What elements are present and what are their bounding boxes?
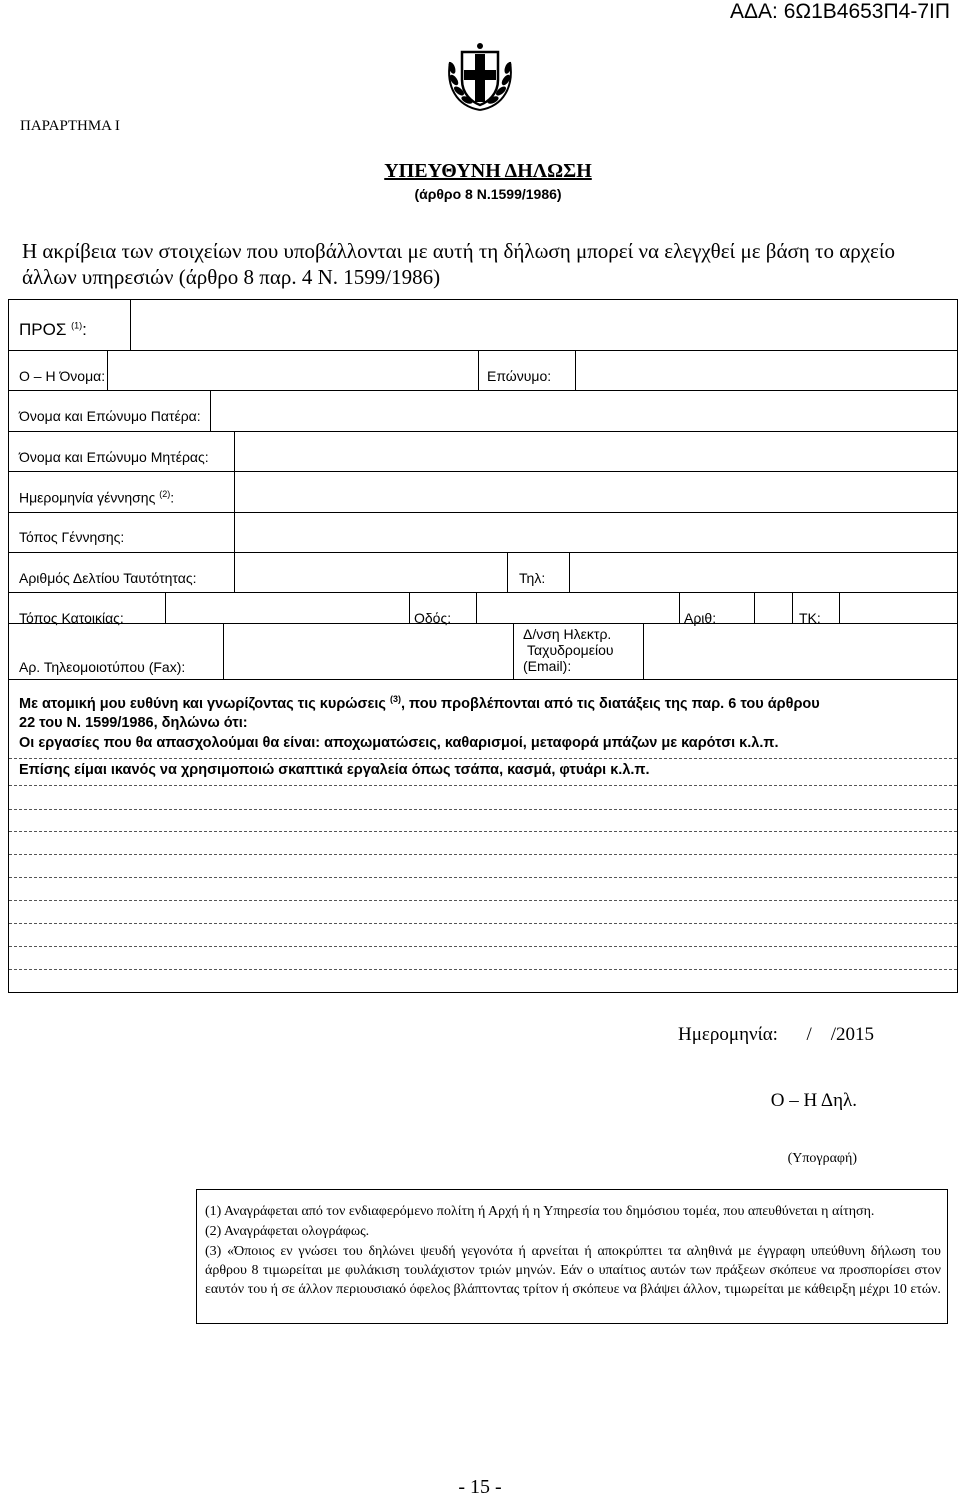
father-name-label: Όνομα και Επώνυμο Πατέρα: — [19, 408, 201, 424]
greek-coat-of-arms-icon — [442, 40, 518, 116]
footnotes-box — [196, 1189, 948, 1324]
fax-label: Αρ. Τηλεομοιοτύπου (Fax): — [19, 659, 186, 675]
footnote-1: (1) Αναγράφεται από τον ενδιαφερόμενο πολίτη ή Αρχή ή η Υπηρεσία του δημόσιου τομέα, που απευθύνεται η αίτηση. — [205, 1204, 875, 1219]
page-subtitle: (άρθρο 8 Ν.1599/1986) — [414, 186, 562, 202]
email-label: Δ/νση Ηλεκτρ. Ταχυδρομείου (Email): — [523, 626, 614, 674]
residence-label: Τόπος Κατοικίας: — [19, 610, 124, 626]
declaration-form — [8, 299, 958, 993]
page-number: - 15 - — [458, 1476, 502, 1498]
footnote-2: (2) Αναγράφεται ολογράφως. — [205, 1224, 370, 1239]
annex-label: ΠΑΡΑΡΤΗΜΑ Ι — [20, 118, 120, 134]
declaration-line-4: Επίσης είμαι ικανός να χρησιμοποιώ σκαπτικά εργαλεία όπως τσάπα, κασμά, φτυάρι κ.λ.π. — [19, 762, 650, 778]
number-label: Αριθ: — [684, 610, 717, 626]
ada-code: ΑΔΑ: 6Ω1Β4653Π4-7ΙΠ — [729, 0, 950, 23]
birthdate-label: Ημερομηνία γέννησης $^{(2)}$: — [19, 489, 175, 506]
page-title: ΥΠΕΥΘΥΝΗ ΔΗΛΩΣΗ — [384, 160, 592, 182]
phone-label: Τηλ: — [519, 570, 546, 586]
signature-label: (Υπογραφή) — [787, 1151, 857, 1166]
id-number-label: Αριθμός Δελτίου Ταυτότητας: — [19, 570, 197, 586]
surname-label: Επώνυμο: — [487, 368, 552, 384]
declarant-label: Ο – Η Δηλ. — [770, 1090, 857, 1111]
name-label: Ο – Η Όνομα: — [19, 368, 106, 384]
date-field: Ημερομηνία: / /2015 — [678, 1024, 874, 1045]
birthplace-label: Τόπος Γέννησης: — [19, 529, 125, 545]
postcode-label: ΤΚ: — [799, 610, 821, 626]
street-label: Οδός: — [414, 610, 452, 626]
to-label: ΠΡΟΣ $^{(1)}$: — [19, 320, 87, 339]
intro-text: Η ακρίβεια των στοιχείων που υποβάλλονται με αυτή τη δήλωση μπορεί να ελεγχθεί με βάση το αρχείο άλλων υπηρεσιών (άρθρο 8 παρ. 4 Ν. 1599/1986) — [22, 239, 895, 289]
declaration-line-1: Με ατομική μου ευθύνη και γνωρίζοντας τις κυρώσεις $^{(3)}$, που προβλέπονται από τις διατάξεις της παρ. 6 του άρθρου — [19, 694, 820, 712]
footnote-3: (3) «Όποιος εν γνώσει του δηλώνει ψευδή γεγονότα ή αρνείται ή αποκρύπτει τα αληθινά με έγγραφη υπεύθυνη δήλωση του άρθρου 8 τιμωρείται με φυλάκιση τουλάχιστον τριών μηνών. Εάν ο υπαίτιος αυτών των πράξεων σκόπευε να προσπορίσει στον εαυτόν του ή σε άλλον περιουσιακό όφελος βλάπτοντας τρίτον ή σκόπευε να βλάψει άλλον, τιμωρείται με κάθειρξη μέχρι 10 ετών. — [205, 1244, 941, 1297]
mother-name-label: Όνομα και Επώνυμο Μητέρας: — [19, 449, 209, 465]
declaration-line-2: 22 του Ν. 1599/1986, δηλώνω ότι: — [19, 715, 248, 731]
declaration-line-3: Οι εργασίες που θα απασχολούμαι θα είναι: αποχωματώσεις, καθαρισμοί, μεταφορά μπάζων με καρότσι κ.λ.π. — [19, 735, 779, 751]
